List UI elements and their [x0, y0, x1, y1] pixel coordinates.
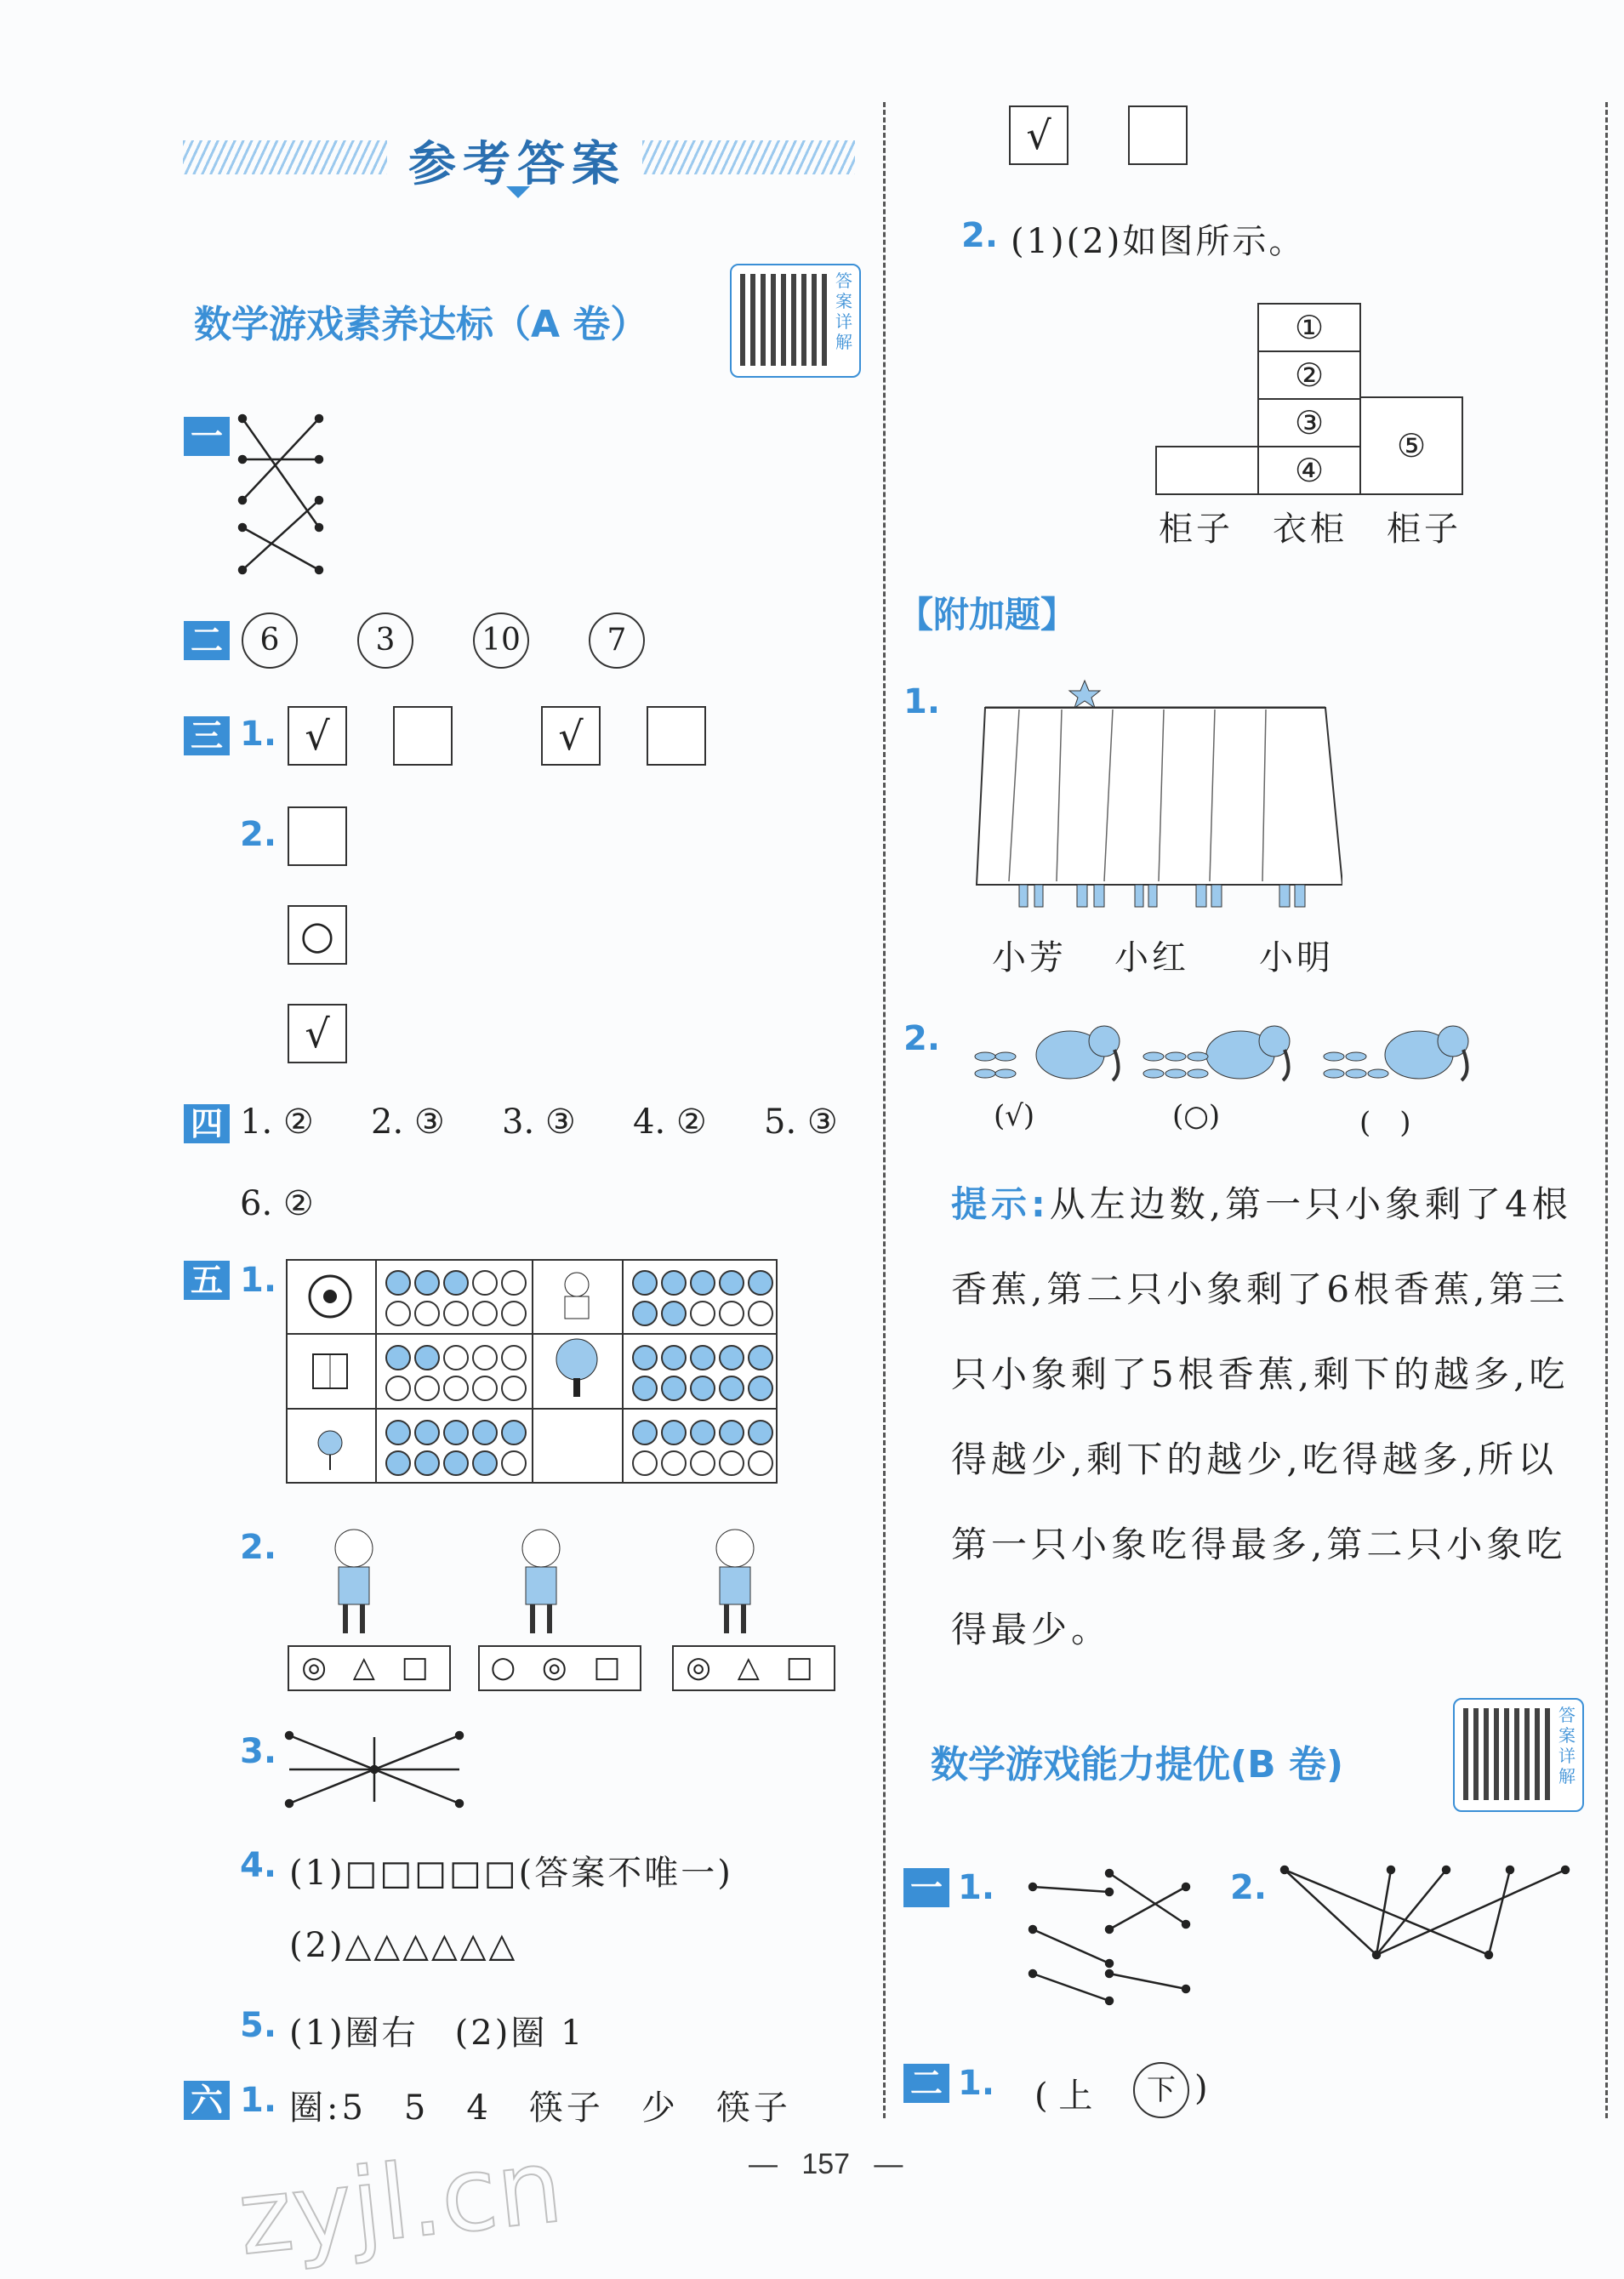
count-circle — [633, 1451, 657, 1475]
count-circle — [720, 1451, 744, 1475]
qr-icon — [1463, 1708, 1555, 1800]
count-circle — [473, 1451, 497, 1475]
title-triangle-icon — [506, 186, 530, 198]
count-circle — [415, 1302, 439, 1325]
q4-answer: 1. ② — [240, 1102, 314, 1142]
feet-icon — [1279, 885, 1305, 907]
cabinet-cell: ④ — [1257, 446, 1361, 495]
count-circle — [720, 1346, 744, 1370]
extra-q1-label: 1. — [903, 682, 941, 721]
q5-part2-label: 2. — [240, 1528, 277, 1567]
boy-icon — [716, 1530, 754, 1633]
right-edge-divider — [1605, 102, 1608, 2118]
count-circle — [749, 1421, 772, 1444]
shape-choice-box: ◎ △ □ — [288, 1645, 451, 1691]
q5-part3-label: 3. — [240, 1732, 277, 1771]
q5-part5-answer: (1)圈右 (2)圈 1 — [289, 2014, 585, 2053]
q5-part4-label: 4. — [240, 1846, 277, 1885]
count-circle — [633, 1271, 657, 1295]
q4-answer: 5. ③ — [764, 1102, 838, 1142]
q5-part1-label: 1. — [240, 1261, 277, 1300]
count-circle — [691, 1451, 715, 1475]
count-circle — [662, 1421, 686, 1444]
count-circle — [386, 1421, 410, 1444]
qr-label: 答案详解 — [835, 271, 852, 352]
right-q2-text: (1)(2)如图所示。 — [1011, 222, 1306, 261]
b2-answer-circled: 下 — [1133, 2062, 1189, 2118]
count-circle — [473, 1421, 497, 1444]
q4-answer: 3. ③ — [502, 1102, 576, 1142]
cabinet-empty-cell — [1155, 446, 1259, 495]
count-circle — [720, 1421, 744, 1444]
cabinet-label: 柜子 — [1387, 510, 1462, 549]
feet-icon — [1019, 885, 1043, 907]
b2-answer-close: ) — [1194, 2069, 1208, 2108]
count-circle — [662, 1376, 686, 1400]
cabinet-label: 柜子 — [1159, 510, 1234, 549]
q5-counting-table — [286, 1259, 779, 1484]
count-circle — [502, 1271, 526, 1295]
count-circle — [749, 1346, 772, 1370]
q2-answer: 10 — [473, 612, 529, 669]
q3-box: √ — [541, 706, 601, 766]
count-circle — [749, 1302, 772, 1325]
count-circle — [473, 1302, 497, 1325]
soccer-ball-icon — [310, 1276, 350, 1317]
count-circle — [415, 1376, 439, 1400]
q4-answer: 4. ② — [633, 1102, 707, 1142]
elephants-illustration — [968, 1012, 1496, 1097]
count-circle — [691, 1376, 715, 1400]
curtain-illustration — [968, 672, 1342, 927]
extra-q2-label: 2. — [903, 1019, 941, 1058]
page-number-value: 157 — [801, 2148, 851, 2180]
count-circle — [415, 1346, 439, 1370]
watermark: zyjl.cn — [232, 2127, 568, 2279]
q1-matching-lines — [234, 408, 336, 578]
count-circle — [691, 1346, 715, 1370]
q3-box — [288, 806, 347, 866]
page-number: — 157 — — [749, 2148, 903, 2180]
cabinet-cell: ③ — [1257, 398, 1361, 447]
q2-answer: 7 — [589, 612, 645, 669]
count-circle — [749, 1271, 772, 1295]
b1-part1-label: 1. — [958, 1868, 995, 1907]
count-circle — [691, 1271, 715, 1295]
qr-code-b[interactable] — [1453, 1698, 1584, 1812]
boy-icon — [335, 1530, 373, 1633]
q6-answer: 圈:5 5 4 筷子 少 筷子 — [289, 2088, 791, 2128]
elephant-choice: ( ) — [1359, 1106, 1411, 1140]
count-circle — [662, 1302, 686, 1325]
count-circle — [749, 1451, 772, 1475]
qr-icon — [740, 274, 832, 366]
q3-badge: 三 — [184, 716, 230, 755]
b2-badge: 二 — [903, 2064, 949, 2103]
count-circle — [502, 1421, 526, 1444]
elephant-icon — [1385, 1026, 1468, 1080]
count-circle — [386, 1451, 410, 1475]
cabinet-cell: ⑤ — [1359, 396, 1463, 495]
q3-part1-label: 1. — [240, 715, 277, 754]
count-circle — [691, 1421, 715, 1444]
child-name: 小红 — [1114, 938, 1189, 977]
q5-badge: 五 — [184, 1261, 230, 1300]
hint-paragraph — [951, 1162, 1589, 1672]
q3-box: √ — [288, 706, 347, 766]
count-circle — [415, 1271, 439, 1295]
section-a-title: 数学游戏素养达标（A 卷） — [194, 303, 648, 346]
count-circle — [444, 1271, 468, 1295]
count-circle — [502, 1346, 526, 1370]
shape-choice-box: ○ ◎ □ — [478, 1645, 641, 1691]
elephant-choice: (○) — [1172, 1099, 1221, 1133]
count-circle — [444, 1421, 468, 1444]
q5-part4-answer-a: (1)□□□□□(答案不唯一) — [289, 1854, 733, 1893]
count-circle — [444, 1346, 468, 1370]
count-circle — [444, 1376, 468, 1400]
count-circle — [720, 1302, 744, 1325]
q3-part2-label: 2. — [240, 815, 277, 854]
q4-answer: 2. ③ — [371, 1102, 445, 1142]
q6-badge: 六 — [184, 2081, 230, 2120]
q1-badge: 一 — [184, 417, 230, 456]
b1-matching-lines-2 — [1276, 1860, 1582, 1970]
star-icon — [1069, 681, 1100, 708]
q3-box — [393, 706, 453, 766]
q5-star-lines — [281, 1727, 468, 1812]
extra-title: 【附加题】 — [897, 594, 1077, 635]
count-circle — [415, 1451, 439, 1475]
feet-icon — [1077, 885, 1104, 907]
b1-badge: 一 — [903, 1868, 949, 1907]
hint-text: 从左边数,第一只小象剩了4根香蕉,第二只小象剩了6根香蕉,第三只小象剩了5根香蕉,剩下的越多,吃得越少,剩下的越少,吃得越多,所以第一只小象吃得最多,第二只小象吃得最少。 — [951, 1183, 1572, 1650]
q3-box — [647, 706, 706, 766]
count-circle — [691, 1302, 715, 1325]
count-circle — [444, 1451, 468, 1475]
q6-part1-label: 1. — [240, 2081, 277, 2120]
right-q2-label: 2. — [961, 216, 999, 255]
count-circle — [662, 1346, 686, 1370]
q3-box: ○ — [288, 905, 347, 965]
b1-part2-label: 2. — [1230, 1868, 1268, 1907]
boy-icon — [522, 1530, 560, 1633]
feet-icon — [1135, 885, 1157, 907]
count-circle — [473, 1271, 497, 1295]
elephant-icon — [1206, 1026, 1290, 1080]
child-name: 小芳 — [992, 938, 1067, 977]
count-circle — [386, 1346, 410, 1370]
banana-icon — [1324, 1052, 1388, 1078]
qr-code-a[interactable] — [730, 264, 861, 378]
count-circle — [720, 1376, 744, 1400]
right-box — [1128, 105, 1188, 165]
count-circle — [662, 1271, 686, 1295]
q5-part5-label: 5. — [240, 2006, 277, 2045]
gift-box-icon — [313, 1354, 347, 1388]
count-circle — [720, 1271, 744, 1295]
header-stripes-right — [642, 140, 855, 174]
count-circle — [502, 1451, 526, 1475]
count-circle — [633, 1346, 657, 1370]
child-name: 小明 — [1259, 938, 1334, 977]
shape-choice-box: ◎ △ □ — [672, 1645, 835, 1691]
right-box: √ — [1009, 105, 1068, 165]
count-circle — [662, 1451, 686, 1475]
count-circle — [415, 1421, 439, 1444]
q5-part4-answer-b: (2)△△△△△△ — [289, 1926, 518, 1965]
elephant-choice: (√) — [994, 1099, 1035, 1133]
feet-icon — [1196, 885, 1222, 907]
count-circle — [444, 1302, 468, 1325]
b2-part1-label: 1. — [958, 2064, 995, 2103]
q3-box: √ — [288, 1004, 347, 1063]
hint-label: 提示: — [951, 1183, 1050, 1225]
b1-matching-lines-1 — [1024, 1863, 1194, 2016]
q2-answer: 6 — [242, 612, 298, 669]
q2-badge: 二 — [184, 621, 230, 660]
q4-answer: 6. ② — [240, 1184, 314, 1223]
count-circle — [386, 1302, 410, 1325]
b2-answer-open: ( 上 — [1034, 2077, 1093, 2116]
count-circle — [386, 1271, 410, 1295]
qr-label: 答案详解 — [1558, 1705, 1576, 1786]
elephant-icon — [1036, 1026, 1120, 1080]
column-divider — [883, 102, 886, 2118]
cabinet-label: 衣柜 — [1273, 510, 1348, 549]
cabinet-cell: ① — [1257, 303, 1361, 352]
count-circle — [386, 1376, 410, 1400]
section-b-title: 数学游戏能力提优(B 卷) — [931, 1743, 1344, 1786]
banana-icon — [975, 1052, 1016, 1078]
q2-answer: 3 — [357, 612, 413, 669]
cabinet-cell: ② — [1257, 350, 1361, 400]
q4-badge: 四 — [184, 1104, 230, 1143]
count-circle — [502, 1302, 526, 1325]
banana-icon — [1143, 1052, 1208, 1078]
count-circle — [473, 1346, 497, 1370]
count-circle — [749, 1376, 772, 1400]
count-circle — [633, 1302, 657, 1325]
count-circle — [633, 1421, 657, 1444]
page-title: 参考答案 — [408, 137, 626, 192]
count-circle — [502, 1376, 526, 1400]
header-banner — [183, 132, 855, 192]
count-circle — [633, 1376, 657, 1400]
count-circle — [473, 1376, 497, 1400]
header-stripes-left — [183, 140, 387, 174]
